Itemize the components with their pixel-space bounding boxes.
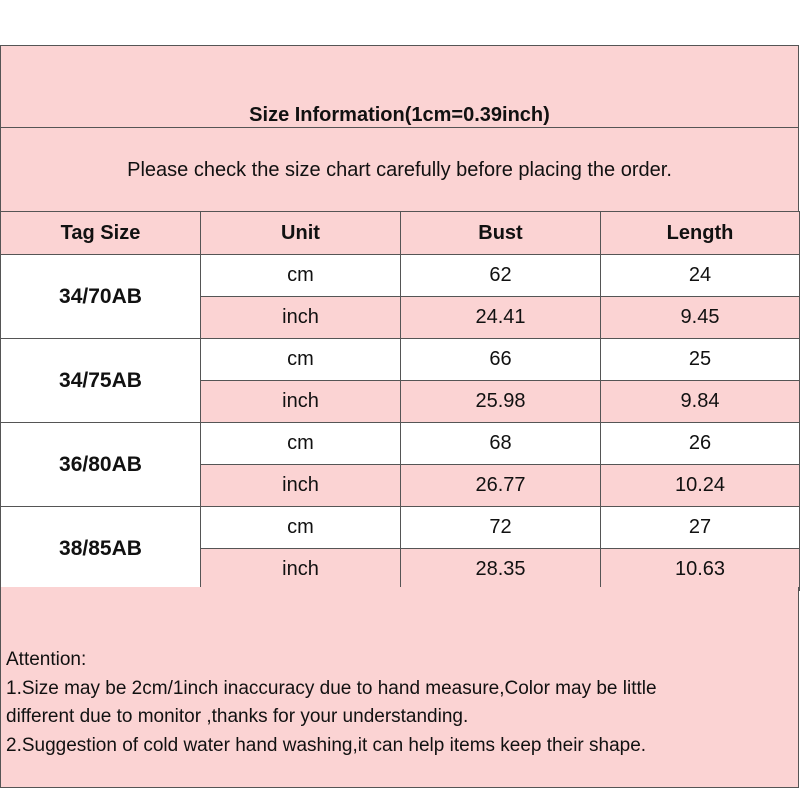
unit-cell: inch <box>201 381 401 423</box>
attention-heading: Attention: <box>6 649 87 670</box>
header-bust: Bust <box>401 212 601 255</box>
header-tag-size: Tag Size <box>1 212 201 255</box>
bust-cell: 26.77 <box>401 465 601 507</box>
size-note: Please check the size chart carefully before placing the order. <box>127 159 672 181</box>
length-cell: 9.84 <box>601 381 800 423</box>
length-cell: 10.63 <box>601 549 800 591</box>
header-length: Length <box>601 212 800 255</box>
bust-cell: 28.35 <box>401 549 601 591</box>
table-row <box>1 339 800 381</box>
bust-cell: 72 <box>401 507 601 549</box>
bust-cell: 25.98 <box>401 381 601 423</box>
bust-cell: 62 <box>401 255 601 297</box>
length-cell: 25 <box>601 339 800 381</box>
size-table <box>0 211 800 591</box>
header-unit: Unit <box>201 212 401 255</box>
table-row <box>1 423 800 465</box>
tag-size-cell: 34/75AB <box>1 339 201 423</box>
unit-cell: cm <box>201 423 401 465</box>
attention-text <box>6 646 796 760</box>
length-cell: 24 <box>601 255 800 297</box>
attention-line: different due to monitor ,thanks for your understanding. <box>6 706 469 727</box>
attention-panel <box>0 587 799 788</box>
unit-cell: inch <box>201 465 401 507</box>
unit-cell: inch <box>201 549 401 591</box>
chart-title: Size Information(1cm=0.39inch) <box>249 104 550 126</box>
title-band <box>0 45 799 127</box>
length-cell: 10.24 <box>601 465 800 507</box>
table-row <box>1 507 800 549</box>
bust-cell: 24.41 <box>401 297 601 339</box>
table-row <box>1 255 800 297</box>
unit-cell: cm <box>201 507 401 549</box>
note-band <box>0 127 799 211</box>
tag-size-cell: 38/85AB <box>1 507 201 591</box>
unit-cell: cm <box>201 255 401 297</box>
attention-line: 2.Suggestion of cold water hand washing,it can help items keep their shape. <box>6 734 647 756</box>
length-cell: 9.45 <box>601 297 800 339</box>
bust-cell: 68 <box>401 423 601 465</box>
tag-size-cell: 36/80AB <box>1 423 201 507</box>
length-cell: 27 <box>601 507 800 549</box>
bust-cell: 66 <box>401 339 601 381</box>
unit-cell: inch <box>201 297 401 339</box>
length-cell: 26 <box>601 423 800 465</box>
unit-cell: cm <box>201 339 401 381</box>
header-row <box>1 212 800 255</box>
attention-line: 1.Size may be 2cm/1inch inaccuracy due to hand measure,Color may be little <box>6 677 657 699</box>
tag-size-cell: 34/70AB <box>1 255 201 339</box>
